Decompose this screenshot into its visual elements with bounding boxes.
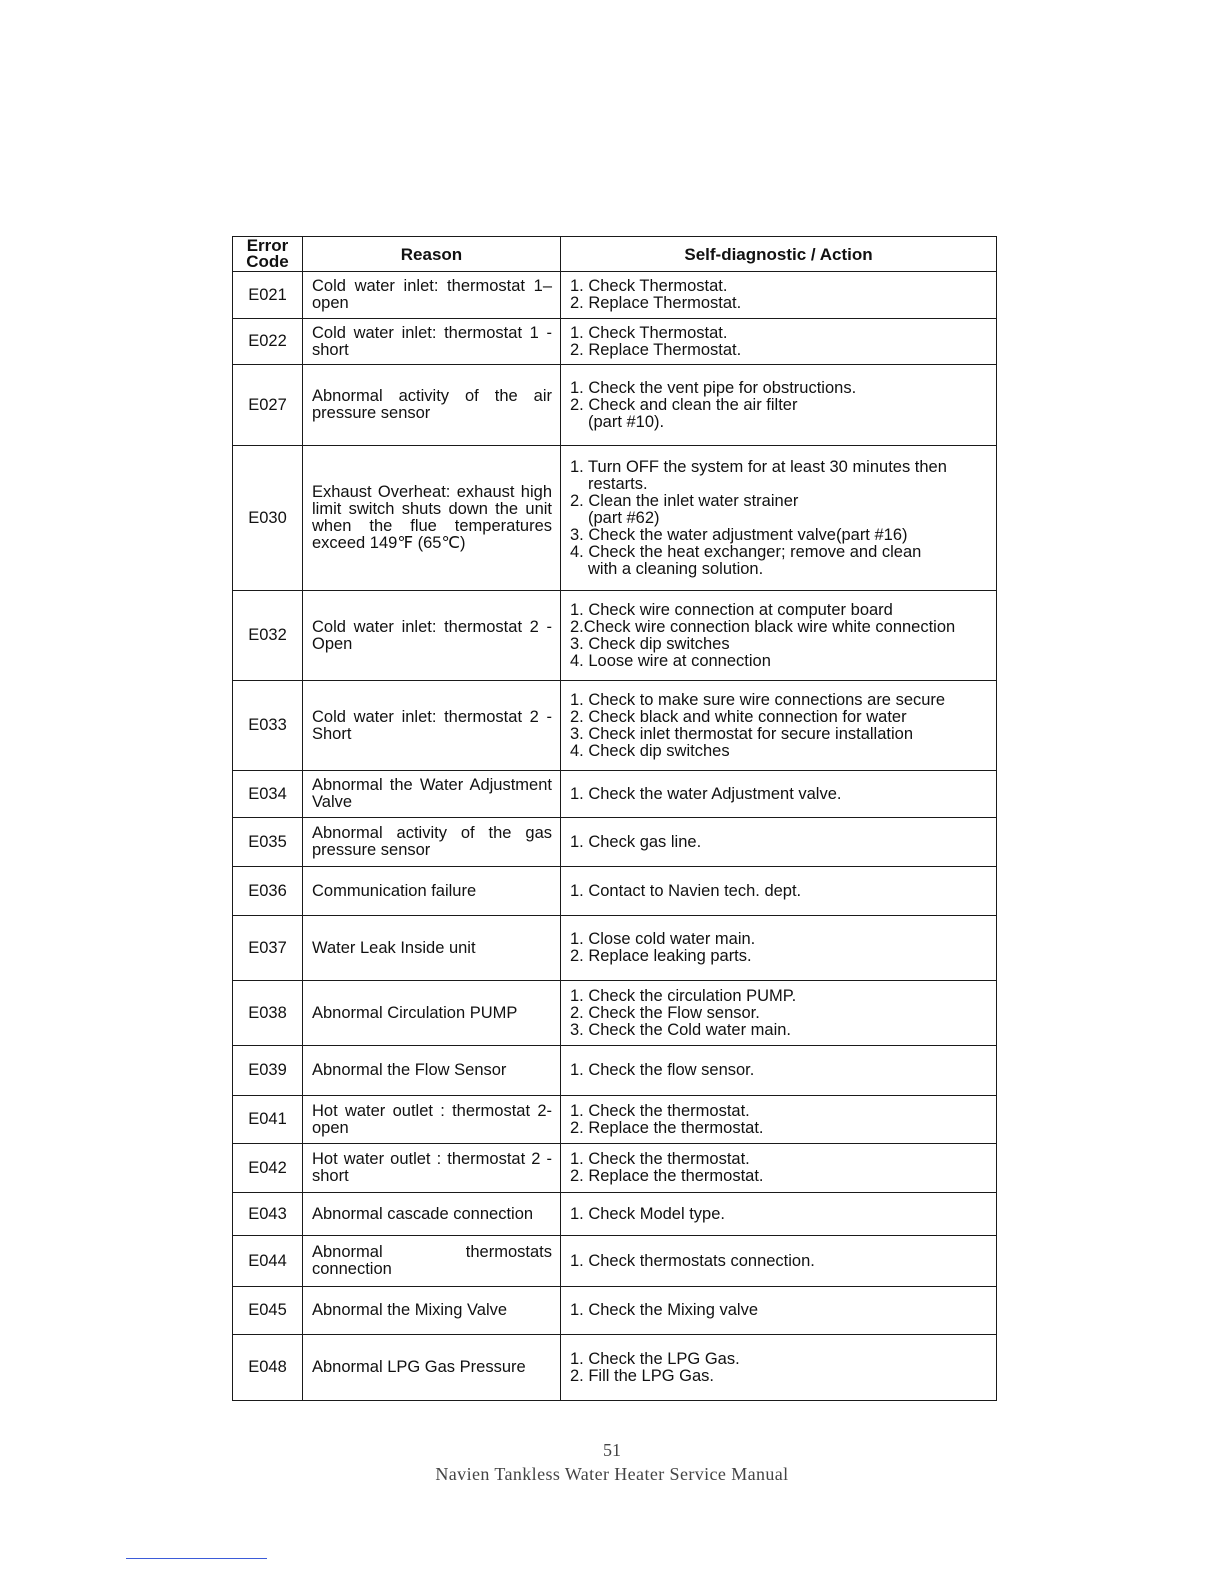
table-row xyxy=(233,867,997,916)
action-step: 1. Turn OFF the system for at least 30 minutes then xyxy=(570,457,947,476)
action-step: 3. Check the Cold water main. xyxy=(570,1020,792,1039)
error-reason: Communication failure xyxy=(303,867,561,916)
action-step: 1. Contact to Navien tech. dept. xyxy=(570,881,802,900)
error-action xyxy=(561,1144,997,1193)
action-step: 2. Check black and white connection for water xyxy=(570,707,907,726)
action-step-continued: with a cleaning solution. xyxy=(588,559,764,578)
error-action xyxy=(561,1046,997,1096)
error-reason: Cold water inlet: thermostat 2 - Open xyxy=(303,591,561,681)
error-action xyxy=(561,365,997,446)
action-step: 2. Check the Flow sensor. xyxy=(570,1003,760,1022)
action-step: 1. Close cold water main. xyxy=(570,930,756,948)
error-reason: Abnormal the Flow Sensor xyxy=(303,1046,561,1096)
error-action xyxy=(561,916,997,981)
error-code-header xyxy=(233,237,303,272)
error-reason: Hot water outlet : thermostat 2- open xyxy=(303,1096,561,1144)
error-reason: Abnormal activity of the air pressure sensor xyxy=(303,365,561,446)
action-step: 1. Check the circulation PUMP. xyxy=(570,986,797,1005)
error-code-header-line2: Code xyxy=(246,252,289,271)
table-row xyxy=(233,981,997,1046)
action-step: 1. Check the Mixing valve xyxy=(570,1301,759,1319)
error-reason: Exhaust Overheat: exhaust high limit switch shuts down the unit when the flue temperatures exceed 149℉ (65℃) xyxy=(303,446,561,591)
error-action xyxy=(561,771,997,818)
action-step: 3. Check inlet thermostat for secure installation xyxy=(570,724,913,743)
table-row xyxy=(233,916,997,981)
action-step: 1. Check Thermostat. xyxy=(570,277,728,295)
footnote-divider xyxy=(126,1558,267,1559)
error-reason: Abnormal the Water Adjustment Valve xyxy=(303,771,561,818)
error-reason: Abnormal cascade connection xyxy=(303,1193,561,1236)
action-step: 1. Check the LPG Gas. xyxy=(570,1349,740,1368)
action-header: Self-diagnostic / Action xyxy=(561,237,997,272)
page-number: 51 xyxy=(603,1440,621,1460)
action-step: 2. Replace the thermostat. xyxy=(570,1118,764,1137)
error-reason: Hot water outlet : thermostat 2 -short xyxy=(303,1144,561,1193)
action-step-continued: restarts. xyxy=(588,474,648,493)
error-action xyxy=(561,818,997,867)
error-reason: Abnormal activity of the gas pressure sensor xyxy=(303,818,561,867)
error-action xyxy=(561,1193,997,1236)
error-code: E032 xyxy=(233,591,303,681)
error-action xyxy=(561,446,997,591)
action-step: 4. Loose wire at connection xyxy=(570,651,771,670)
error-code: E043 xyxy=(233,1193,303,1236)
action-step: 1. Check wire connection at computer board xyxy=(570,600,893,619)
action-step: 2. Clean the inlet water strainer xyxy=(570,491,799,510)
manual-title: Navien Tankless Water Heater Service Manual xyxy=(435,1464,789,1484)
table-row xyxy=(233,591,997,681)
action-step: 4. Check the heat exchanger; remove and clean xyxy=(570,542,922,561)
action-step: 1. Check the flow sensor. xyxy=(570,1061,755,1079)
action-step: 2. Replace Thermostat. xyxy=(570,340,742,359)
table-row xyxy=(233,1046,997,1096)
error-code: E022 xyxy=(233,319,303,365)
table-row xyxy=(233,1236,997,1287)
table-row xyxy=(233,1144,997,1193)
error-reason: Abnormal LPG Gas Pressure xyxy=(303,1335,561,1401)
error-code: E048 xyxy=(233,1335,303,1401)
action-step-continued: (part #10). xyxy=(588,412,665,431)
action-step: 1. Check Thermostat. xyxy=(570,323,728,342)
error-code: E038 xyxy=(233,981,303,1046)
error-action xyxy=(561,272,997,319)
error-action xyxy=(561,1236,997,1287)
error-reason: Cold water inlet: thermostat 1–open xyxy=(303,272,561,319)
action-step: 2. Replace leaking parts. xyxy=(570,947,752,965)
error-code-table xyxy=(232,236,997,1401)
error-reason: Water Leak Inside unit xyxy=(303,916,561,981)
error-reason: Cold water inlet: thermostat 1 -short xyxy=(303,319,561,365)
table-row xyxy=(233,1335,997,1401)
error-code-header-line1: Error xyxy=(246,236,289,255)
table-row xyxy=(233,771,997,818)
error-action xyxy=(561,1096,997,1144)
error-action xyxy=(561,681,997,771)
error-action xyxy=(561,591,997,681)
error-reason: Cold water inlet: thermostat 2 - Short xyxy=(303,681,561,771)
error-code: E039 xyxy=(233,1046,303,1096)
table-row xyxy=(233,272,997,319)
error-code: E036 xyxy=(233,867,303,916)
table-row xyxy=(233,446,997,591)
table-header-row xyxy=(233,237,997,272)
action-step: 1. Check the thermostat. xyxy=(570,1101,750,1120)
error-code: E041 xyxy=(233,1096,303,1144)
error-reason: Abnormal Circulation PUMP xyxy=(303,981,561,1046)
table-row xyxy=(233,319,997,365)
error-code: E037 xyxy=(233,916,303,981)
table-row xyxy=(233,818,997,867)
action-step: 4. Check dip switches xyxy=(570,741,730,760)
error-action xyxy=(561,319,997,365)
table-row xyxy=(233,1193,997,1236)
action-step: 3. Check the water adjustment valve(part #16) xyxy=(570,525,908,544)
action-step: 3. Check dip switches xyxy=(570,634,730,653)
action-step: 1. Check thermostats connection. xyxy=(570,1251,815,1270)
reason-header: Reason xyxy=(303,237,561,272)
action-step: 1. Check the water Adjustment valve. xyxy=(570,784,842,803)
table-row xyxy=(233,1096,997,1144)
action-step: 2. Fill the LPG Gas. xyxy=(570,1366,714,1385)
action-step: 1. Check the thermostat. xyxy=(570,1150,750,1168)
error-code: E045 xyxy=(233,1287,303,1335)
action-step: 1. Check to make sure wire connections are secure xyxy=(570,690,946,709)
error-action xyxy=(561,981,997,1046)
action-step-continued: (part #62) xyxy=(588,508,660,527)
action-step: 2. Replace Thermostat. xyxy=(570,294,742,312)
action-step: 2. Check and clean the air filter xyxy=(570,395,798,414)
table-row xyxy=(233,1287,997,1335)
error-code: E021 xyxy=(233,272,303,319)
error-action xyxy=(561,867,997,916)
error-code: E027 xyxy=(233,365,303,446)
table-row xyxy=(233,365,997,446)
error-code: E035 xyxy=(233,818,303,867)
table-row xyxy=(233,681,997,771)
error-code: E044 xyxy=(233,1236,303,1287)
error-code: E034 xyxy=(233,771,303,818)
error-action xyxy=(561,1287,997,1335)
error-code: E033 xyxy=(233,681,303,771)
error-reason: Abnormal thermostats connection xyxy=(303,1236,561,1287)
action-step: 1. Check gas line. xyxy=(570,832,702,851)
action-step: 2.Check wire connection black wire white connection xyxy=(570,617,956,636)
error-reason: Abnormal the Mixing Valve xyxy=(303,1287,561,1335)
error-action xyxy=(561,1335,997,1401)
error-code: E042 xyxy=(233,1144,303,1193)
action-step: 1. Check the vent pipe for obstructions. xyxy=(570,378,857,397)
action-step: 1. Check Model type. xyxy=(570,1204,725,1223)
action-step: 2. Replace the thermostat. xyxy=(570,1167,764,1185)
error-code: E030 xyxy=(233,446,303,591)
